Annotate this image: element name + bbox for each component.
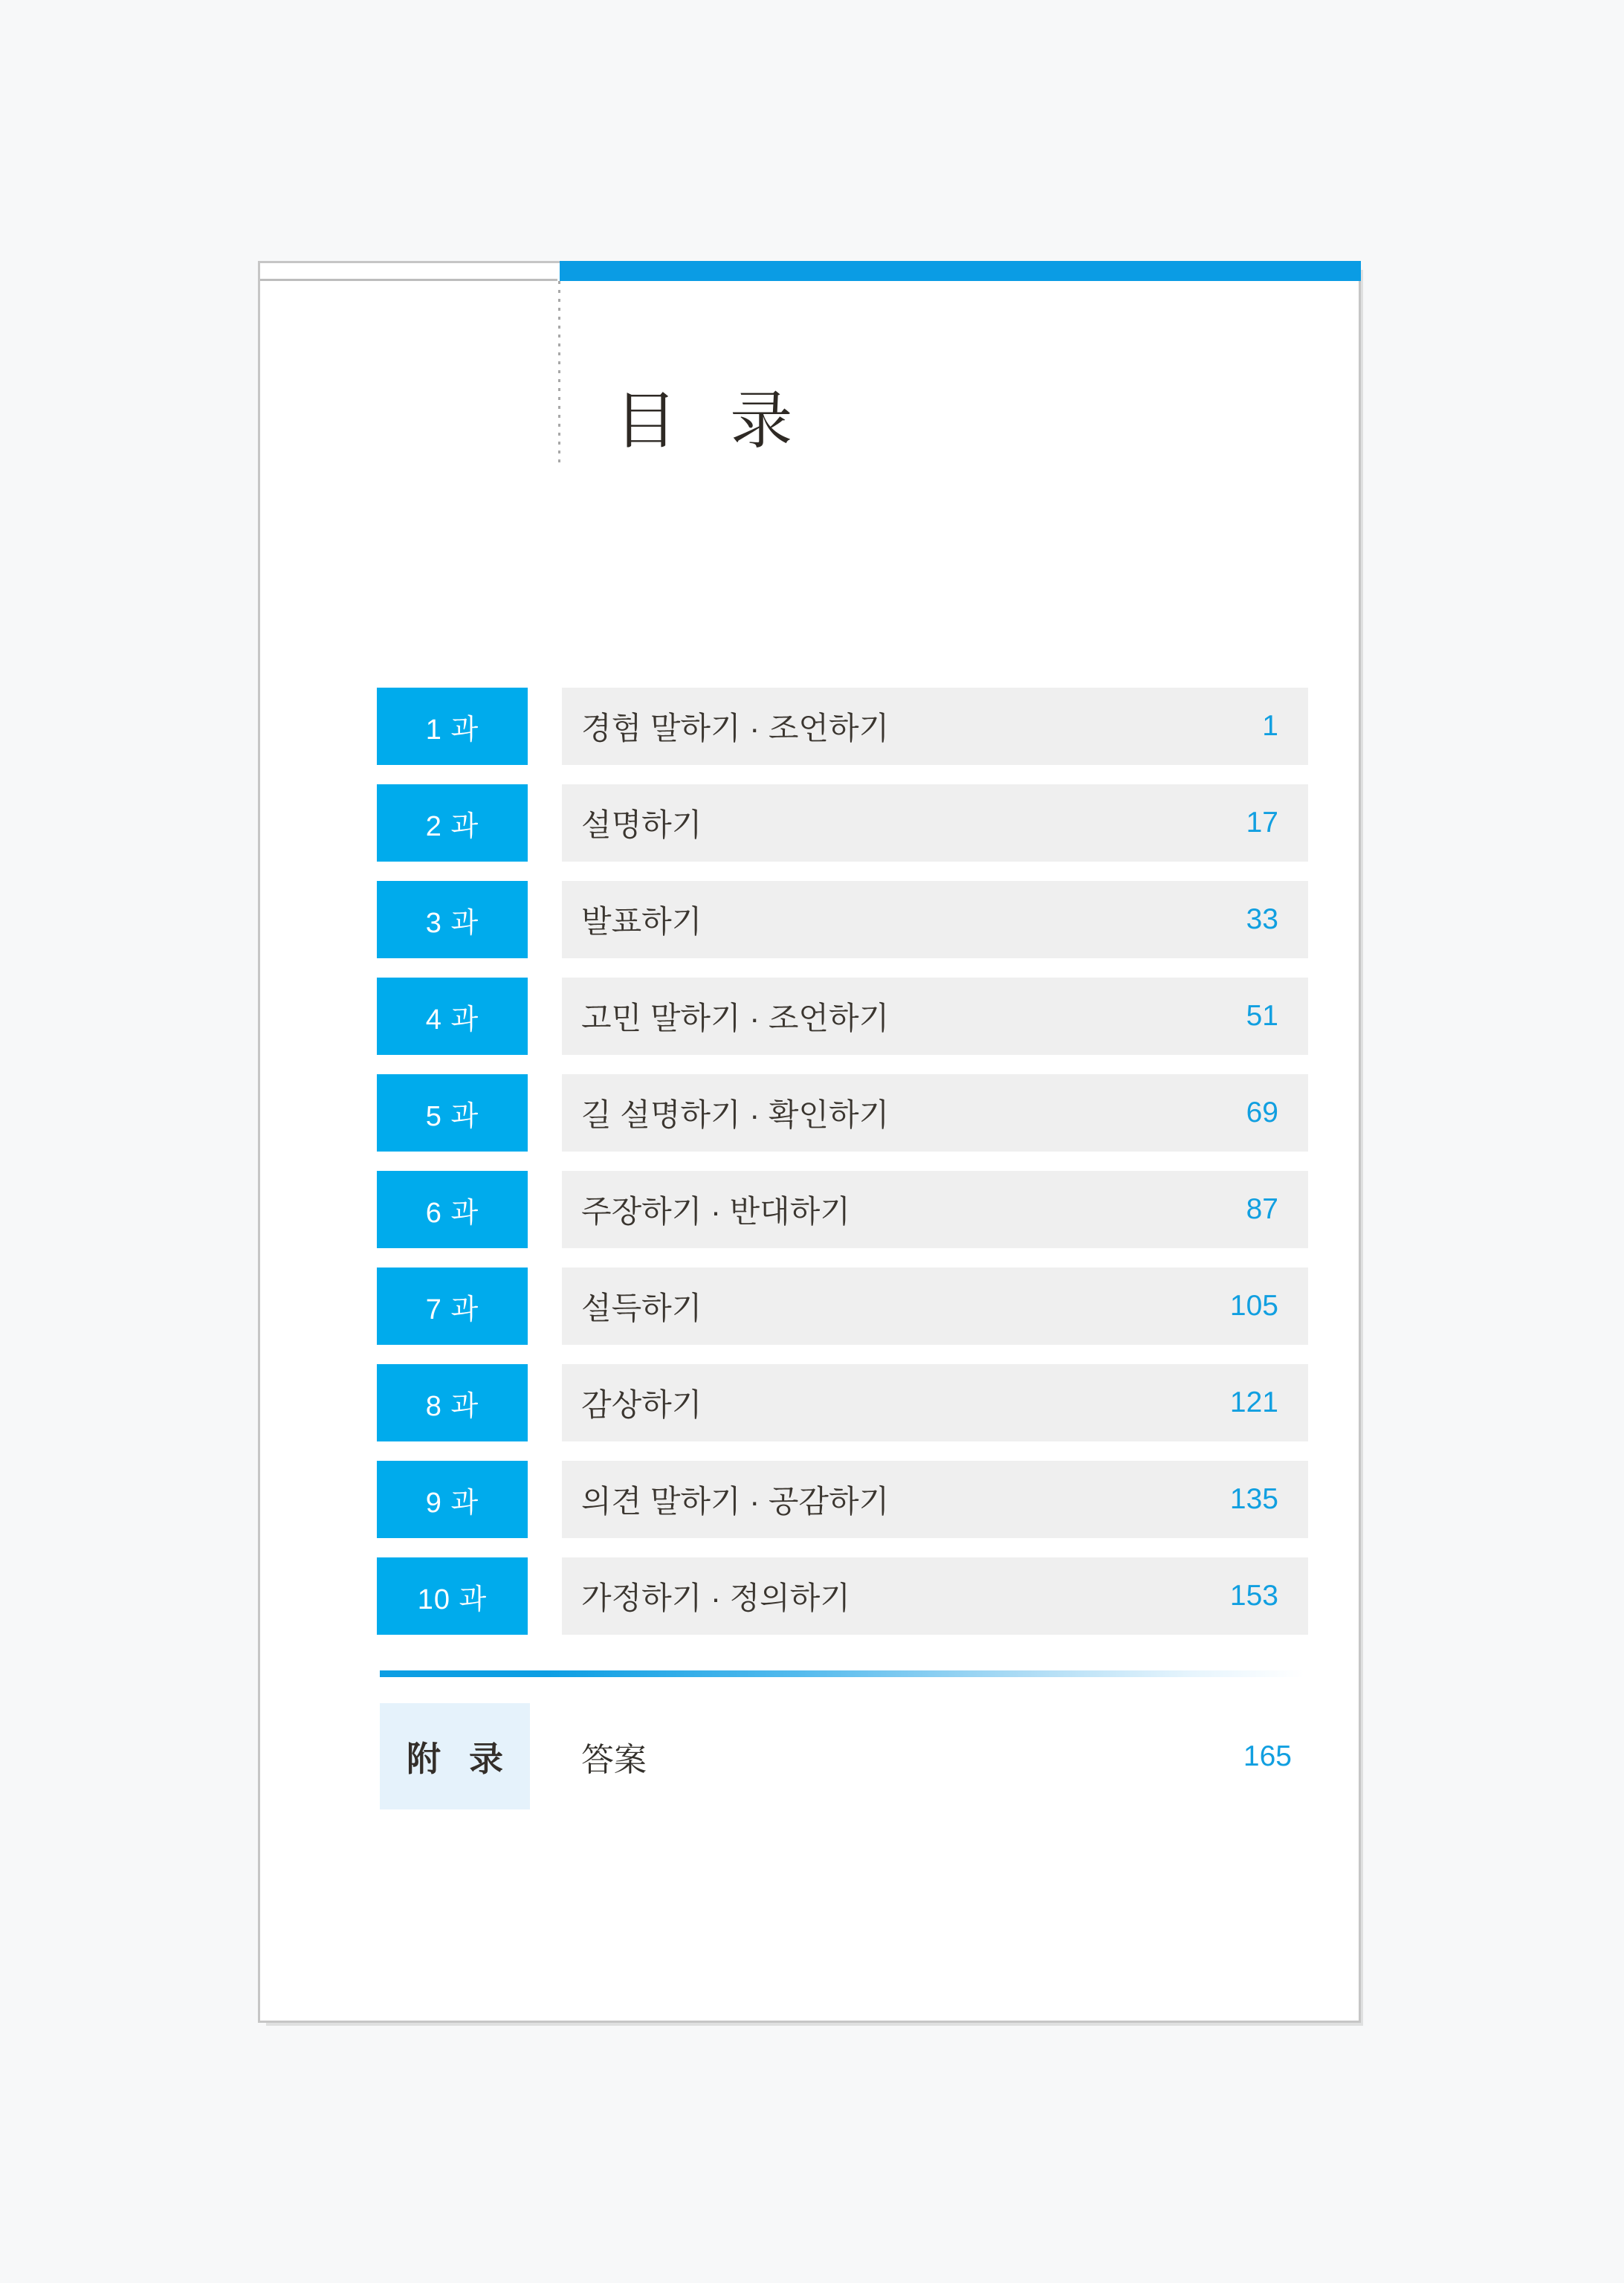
toc-entry [562,881,1308,958]
toc-entry [562,978,1308,1055]
toc-entry-title: 길 설명하기 · 확인하기 [581,1097,890,1132]
toc-entry-title: 감상하기 [581,1387,702,1422]
header-white-strip [260,263,557,281]
chapter-badge: 1 과 [377,688,528,765]
chapter-badge: 9 과 [377,1461,528,1538]
toc-entry [562,688,1308,765]
toc-entry-page-number: 153 [1229,1580,1278,1612]
toc-entry-title: 주장하기 · 반대하기 [581,1194,850,1229]
chapter-badge: 6 과 [377,1171,528,1248]
toc-entry-page-number: 105 [1229,1290,1278,1322]
chapter-badge: 3 과 [377,881,528,958]
toc-entry-page-number: 17 [1246,807,1278,839]
toc-row [377,688,1308,765]
appendix-row [380,1703,1308,1809]
toc-entry [562,1557,1308,1635]
toc-entry-title: 설득하기 [581,1291,702,1325]
toc-entry [562,1268,1308,1345]
toc-entry-page-number: 121 [1229,1386,1278,1418]
toc-row [377,1364,1308,1441]
toc-page [260,263,1359,2021]
appendix-entry-page-number: 165 [1243,1740,1292,1772]
toc-row [377,881,1308,958]
toc-entry-title: 의견 말하기 · 공감하기 [581,1484,890,1519]
toc-entry-page-number: 69 [1246,1097,1278,1128]
appendix-entry-title: 答案 [581,1741,647,1778]
chapter-badge: 8 과 [377,1364,528,1441]
toc-entry [562,1461,1308,1538]
toc-row [377,784,1308,862]
appendix-badge: 附 录 [380,1703,530,1809]
toc-row [377,1461,1308,1538]
chapter-badge: 5 과 [377,1074,528,1152]
toc-entry-title: 설명하기 [581,807,702,842]
toc-row [377,978,1308,1055]
dotted-divider [558,281,560,462]
toc-row [377,1268,1308,1345]
chapter-badge: 4 과 [377,978,528,1055]
appendix-entry [562,1703,1308,1809]
toc-entry-page-number: 33 [1246,903,1278,935]
toc-entry [562,784,1308,862]
toc-row [377,1557,1308,1635]
page-title: 目 录 [615,387,795,456]
toc-row [377,1171,1308,1248]
toc-entry [562,1074,1308,1152]
toc-entry [562,1171,1308,1248]
toc-entry-title: 고민 말하기 · 조언하기 [581,1001,890,1036]
header-blue-bar [560,261,1361,281]
toc-entry-page-number: 1 [1262,710,1278,742]
toc-entry-title: 가정하기 · 정의하기 [581,1580,850,1615]
toc-entry-page-number: 51 [1246,1000,1278,1032]
chapter-badge: 2 과 [377,784,528,862]
toc-entry-title: 발표하기 [581,904,702,939]
toc-row [377,1074,1308,1152]
chapter-badge: 10 과 [377,1557,528,1635]
chapter-badge: 7 과 [377,1268,528,1345]
gradient-divider [380,1670,1304,1677]
toc-entry-page-number: 135 [1229,1483,1278,1515]
toc-entry-page-number: 87 [1246,1193,1278,1225]
toc-entry [562,1364,1308,1441]
toc-entry-title: 경험 말하기 · 조언하기 [581,711,890,746]
